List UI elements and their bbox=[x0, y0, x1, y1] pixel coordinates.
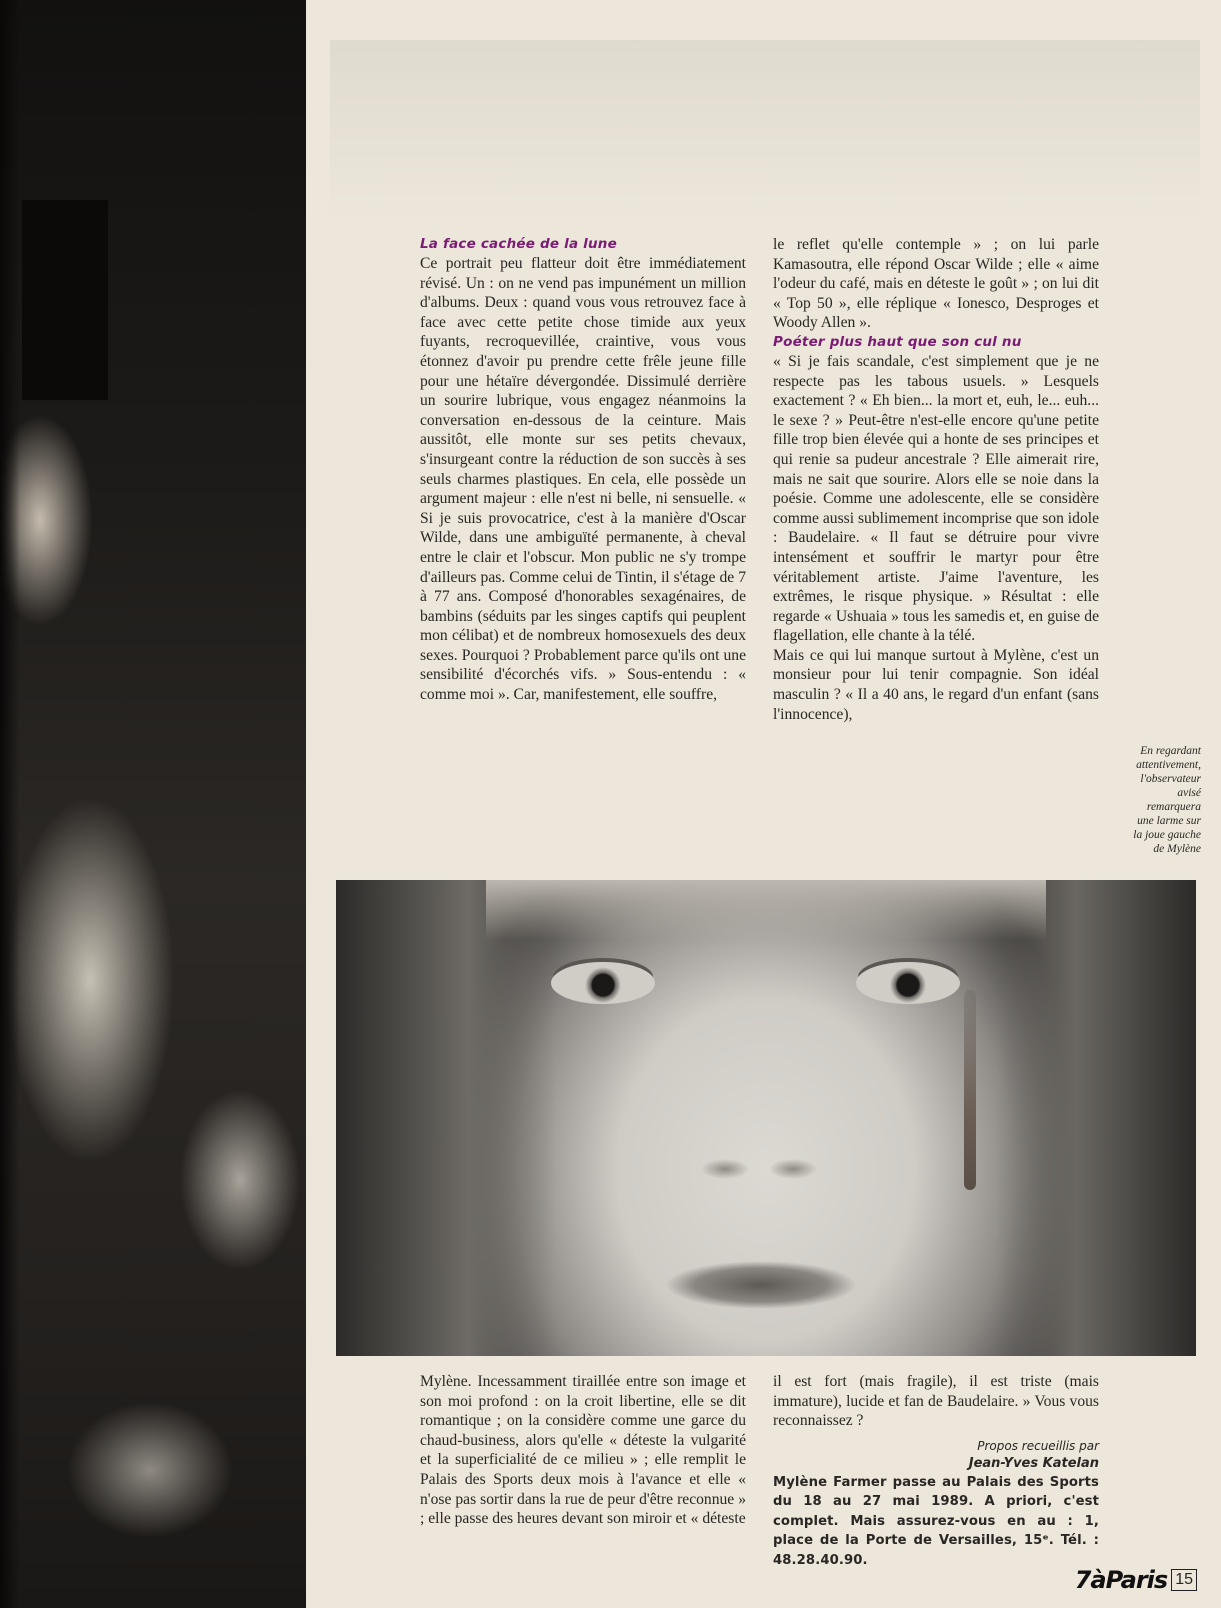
caption-line: de Mylène bbox=[1153, 843, 1201, 855]
article-column-3 bbox=[420, 1372, 746, 1529]
author-credit bbox=[773, 1437, 1099, 1473]
nose bbox=[674, 1120, 844, 1190]
right-eye bbox=[856, 962, 960, 1004]
section-heading-1: La face cachée de la lune bbox=[420, 236, 617, 252]
credit-intro: Propos recueillis par bbox=[977, 1438, 1099, 1453]
column-2-paragraph-1: le reflet qu'elle contemple » ; on lui parle Kamasoutra, elle répond Oscar Wilde ; elle « aime l'odeur du café, mais en déteste le goût » ; on lui dit « Top 50 », elle réplique « Ionesco, Desproges et Woody Allen ». bbox=[773, 236, 1099, 332]
page-footer bbox=[1075, 1566, 1197, 1594]
caption-line: attentivement, bbox=[1136, 759, 1201, 771]
concert-info: Mylène Farmer passe au Palais des Sports du 18 au 27 mai 1989. A priori, c'est complet. Mais assurez-vous en au : 1, place de la Porte de Versailles, 15ᵉ. Tél. : 48.28.40.90. bbox=[773, 1474, 1099, 1568]
caption-line: l'observateur bbox=[1140, 773, 1201, 785]
hair-right bbox=[996, 880, 1196, 1356]
hair-left bbox=[336, 880, 556, 1356]
caption-line: une larme sur bbox=[1137, 815, 1201, 827]
article-column-4 bbox=[773, 1372, 1099, 1570]
caption-line: la joue gauche bbox=[1133, 829, 1201, 841]
column-1-text: Ce portrait peu flatteur doit être immédiatement révisé. Un : on ne vend pas impunément un million d'albums. Deux : quand vous vous retrouvez face à face avec cette petite chose timide aux yeux fuyants, recroquevillée, craintive, vous vous étonnez d'avoir pu prendre cette frêle jeune fille pour une hétaïre dévergondée. Dissimulé derrière un sourire lubrique, vous engagez néanmoins la conversation en-dessous de la ceinture. Mais aussitôt, elle monte sur ses petits chevaux, s'insurgeant contre la réduction de son succès à ses seuls charmes plastiques. En cela, elle possède un argument majeur : elle n'est ni belle, ni sensuelle. « Si je suis provocatrice, c'est à la manière d'Oscar Wilde, dans une ambiguïté permanente, à cheval entre le clair et l'obscur. Mon public ne s'y trompe d'ailleurs pas. Comme celui de Tintin, il s'étage de 7 à 77 ans. Composé d'honorables sexagénaires, de bambins (séduits par les singes captifs qui peuplent mon célibat) et de nombreux homosexuels des deux sexes. Pourquoi ? Probablement parce qu'ils ont une sensibilité d'écorchés vifs. » Sous-entendu : « comme moi ». Car, manifestement, elle souffre, bbox=[420, 255, 746, 704]
article-column-1 bbox=[420, 235, 746, 705]
column-4-text: il est fort (mais fragile), il est triste (mais immature), lucide et fan de Baudelaire. » Vous vous reconnaissez ? bbox=[773, 1373, 1099, 1430]
magazine-logo: 7àParis bbox=[1074, 1566, 1168, 1594]
left-portrait-photo bbox=[0, 0, 306, 1608]
section-heading-2: Poéter plus haut que son cul nu bbox=[773, 333, 1022, 350]
caption-line: avisé bbox=[1177, 787, 1201, 799]
caption-line: remarquera bbox=[1146, 801, 1201, 813]
hair-fringe bbox=[486, 880, 1046, 940]
lips bbox=[666, 1260, 856, 1310]
show-through-background bbox=[330, 40, 1200, 220]
column-3-text: Mylène. Incessamment tiraillée entre son image et son moi profond : on la croit libertine, elle se dit romantique ; on la considère comme une garce du chaud-business, alors qu'elle « déteste la vulgarité et la superficialité de ce milieu » ; elle remplit le Palais des Sports deux mois à l'avance et elle « n'ose pas sortir dans la rue de peur d'être reconnue » ; elle passe des heures devant son miroir et « déteste bbox=[420, 1373, 746, 1528]
face-closeup-photo bbox=[336, 880, 1196, 1356]
caption-line: En regardant bbox=[1140, 745, 1201, 757]
column-2-paragraph-2: « Si je fais scandale, c'est simplement que je ne respecte pas les tabous usuels. » Lesquels exactement ? « Eh bien... la mort et, euh, le... euh... le sexe ? » Peut-être n'est-elle encore qu'une petite fille trop bien élevée qui a honte de ses principes et qui renie sa pudeur ancestrale ? Elle aimerait rire, mais ne sait que sourire. Alors elle se noie dans la poésie. Comme une adolescente, elle se considère comme aussi sublimement incomprise que son idole : Baudelaire. « Il faut se détruire pour vivre intensément et souffrir le martyr pour être véritablement artiste. J'aime l'aventure, les extrêmes, le risque physique. » Résultat : elle regarde « Ushuaia » tous les samedis et, en guise de flagellation, elle chante à la télé. bbox=[773, 352, 1099, 645]
photo-shadow bbox=[22, 200, 108, 400]
article-column-2 bbox=[773, 235, 1099, 724]
left-eye bbox=[551, 962, 655, 1004]
page-edge bbox=[0, 0, 20, 1608]
tear-streak bbox=[964, 990, 976, 1190]
photo-caption bbox=[1081, 744, 1201, 856]
page-number: 15 bbox=[1171, 1569, 1197, 1591]
column-2-paragraph-3: Mais ce qui lui manque surtout à Mylène, c'est un monsieur pour lui tenir compagnie. Son idéal masculin ? « Il a 40 ans, le regard d'un enfant (sans l'innocence), bbox=[773, 646, 1099, 723]
author-name: Jean-Yves Katelan bbox=[968, 1455, 1099, 1471]
